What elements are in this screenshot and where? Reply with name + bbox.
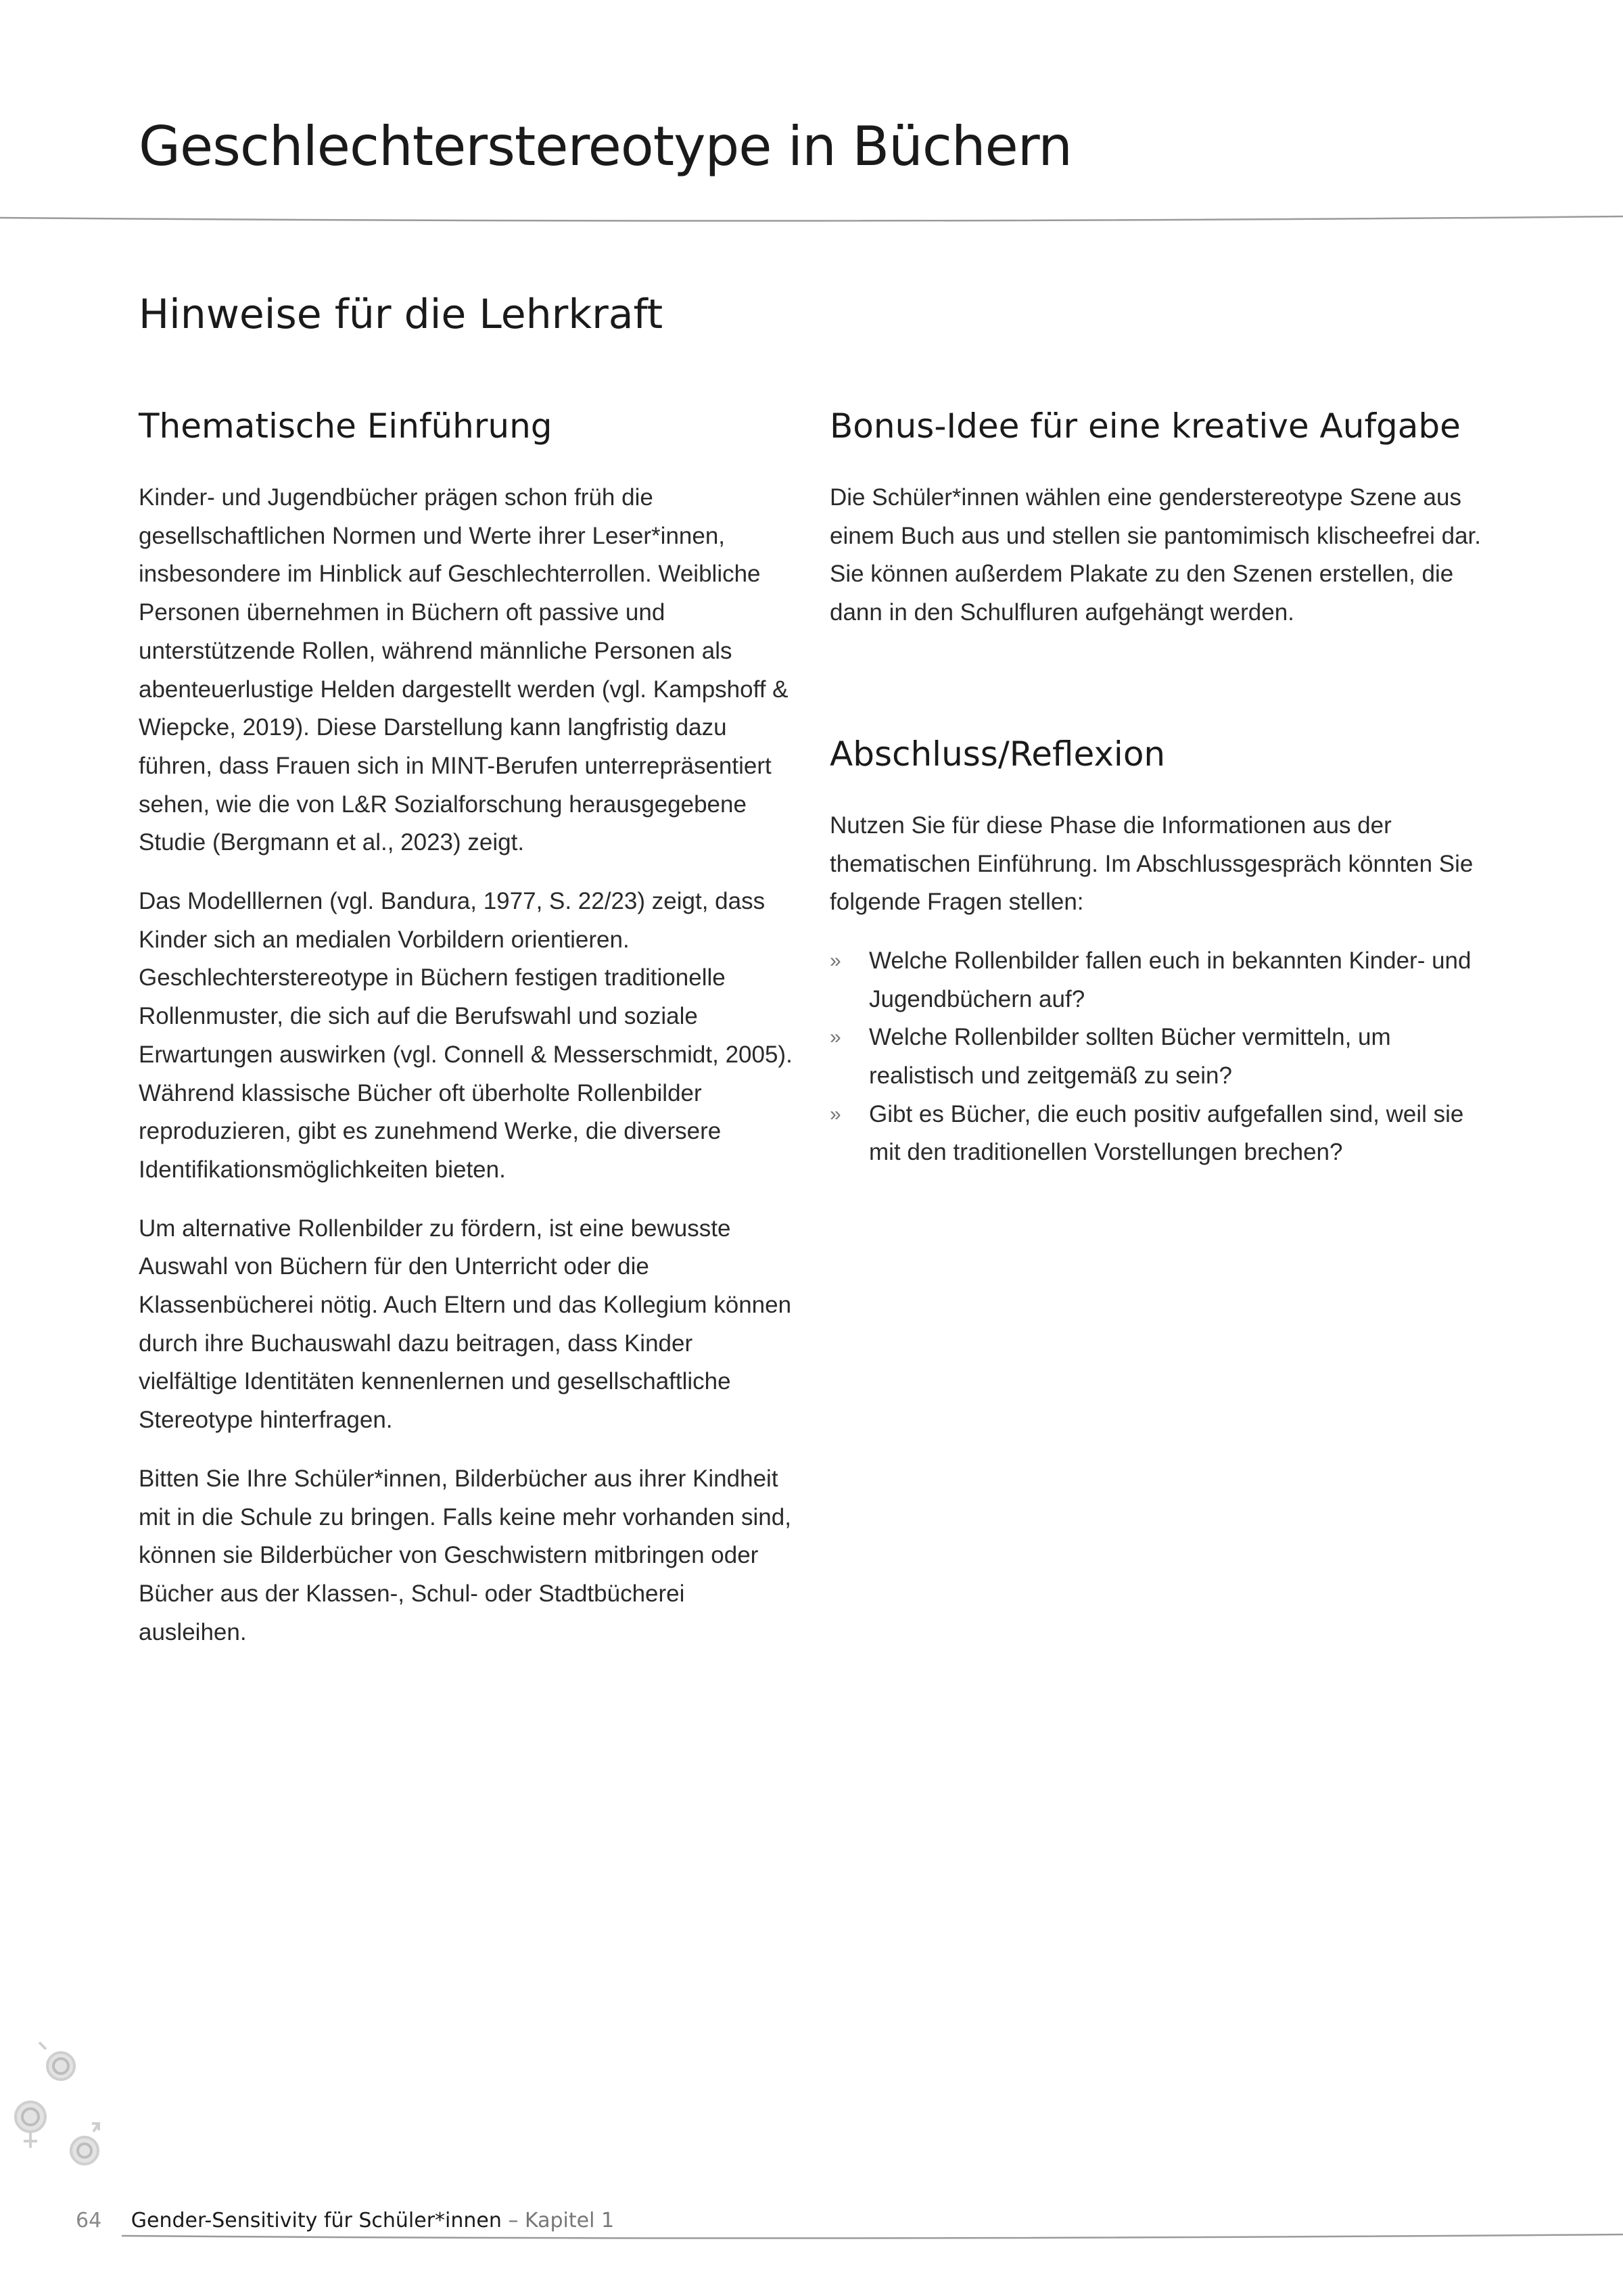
section-title: Hinweise für die Lehrkraft bbox=[139, 291, 663, 338]
bullet-icon: » bbox=[830, 1026, 841, 1049]
right-column bbox=[830, 406, 1489, 1172]
gender-symbols-decoration bbox=[0, 2015, 135, 2191]
left-column bbox=[139, 406, 795, 1672]
page-number: 64 bbox=[76, 2209, 102, 2232]
page-footer bbox=[76, 2209, 614, 2232]
footer-book-title: Gender-Sensitivity für Schüler*innen bbox=[131, 2209, 502, 2232]
reflection-intro: Nutzen Sie für diese Phase die Informationen aus der thematischen Einführung. Im Abschlussgespräch könnten Sie folgende Fragen stellen: bbox=[830, 812, 1474, 916]
question-item bbox=[830, 1018, 1489, 1095]
bonus-paragraph: Die Schüler*innen wählen eine genderstereotype Szene aus einem Buch aus und stellen sie pantomimisch klischeefrei dar. Sie können außerdem Plakate zu den Szenen erstellen, die dann in den Schulfluren aufgehängt werden. bbox=[830, 484, 1481, 626]
question-text: Welche Rollenbilder sollten Bücher vermitteln, um realistisch und zeitgemäß zu sein? bbox=[869, 1024, 1391, 1090]
footer-chapter: – Kapitel 1 bbox=[508, 2209, 615, 2232]
male-symbol-icon bbox=[71, 2124, 99, 2164]
intro-paragraph-1: Kinder- und Jugendbücher prägen schon früh die gesellschaftlichen Normen und Werte ihrer Leser*innen, insbesondere im Hinblick auf Geschlechterrollen. Weibliche Personen übernehmen in Büchern oft passive und unterstützende Rollen, während männliche Personen als abenteuerlustige Helden dargestellt werden (vgl. Kampshoff & Wiepcke, 2019). Diese Darstellung kann langfristig dazu führen, dass Frauen sich in MINT-Berufen unterrepräsentiert sehen, wie die von L&R Sozialforschung herausgegebene Studie (Bergmann et al., 2023) zeigt. bbox=[139, 484, 789, 856]
intro-heading: Thematische Einführung bbox=[139, 406, 552, 446]
intro-paragraph-2: Das Modelllernen (vgl. Bandura, 1977, S. 22/23) zeigt, dass Kinder sich an medialen Vorbildern orientieren. Geschlechterstereotype in Büchern festigen traditionelle Rollenmuster, die sich auf die Berufswahl und soziale Erwartungen auswirken (vgl. Connell & Messerschmidt, 2005). Während klassische Bücher oft überholte Rollenbilder reproduzieren, gibt es zunehmend Werke, die diversere Identifikationsmöglichkeiten bieten. bbox=[139, 888, 793, 1183]
page-title: Geschlechterstereotype in Büchern bbox=[139, 115, 1072, 178]
reflection-heading: Abschluss/Reflexion bbox=[830, 734, 1166, 774]
female-symbol-icon bbox=[39, 2042, 74, 2080]
question-list bbox=[830, 942, 1489, 1172]
question-text: Welche Rollenbilder fallen euch in bekannten Kinder- und Jugendbüchern auf? bbox=[869, 947, 1472, 1012]
female-symbol-icon bbox=[16, 2102, 45, 2148]
question-item bbox=[830, 1096, 1489, 1172]
intro-paragraph-3: Um alternative Rollenbilder zu fördern, ist eine bewusste Auswahl von Büchern für den Unterricht oder die Klassenbücherei nötig. Auch Eltern und das Kollegium können durch ihre Buchauswahl dazu beitragen, dass Kinder vielfältige Identitäten kennenlernen und gesellschaftliche Stereotype hinterfragen. bbox=[139, 1215, 792, 1434]
title-divider bbox=[0, 215, 1623, 225]
bullet-icon: » bbox=[830, 1102, 841, 1125]
bonus-heading: Bonus-Idee für eine kreative Aufgabe bbox=[830, 406, 1461, 446]
question-text: Gibt es Bücher, die euch positiv aufgefallen sind, weil sie mit den traditionellen Vorstellungen brechen? bbox=[869, 1100, 1464, 1166]
bullet-icon: » bbox=[830, 949, 841, 972]
intro-paragraph-4: Bitten Sie Ihre Schüler*innen, Bilderbücher aus ihrer Kindheit mit in die Schule zu bringen. Falls keine mehr vorhanden sind, können sie Bilderbücher von Geschwistern mitbringen oder Bücher aus der Klassen-, Schul- oder Stadtbücherei ausleihen. bbox=[139, 1465, 791, 1645]
question-item bbox=[830, 942, 1489, 1018]
footer-divider bbox=[0, 2232, 1623, 2241]
